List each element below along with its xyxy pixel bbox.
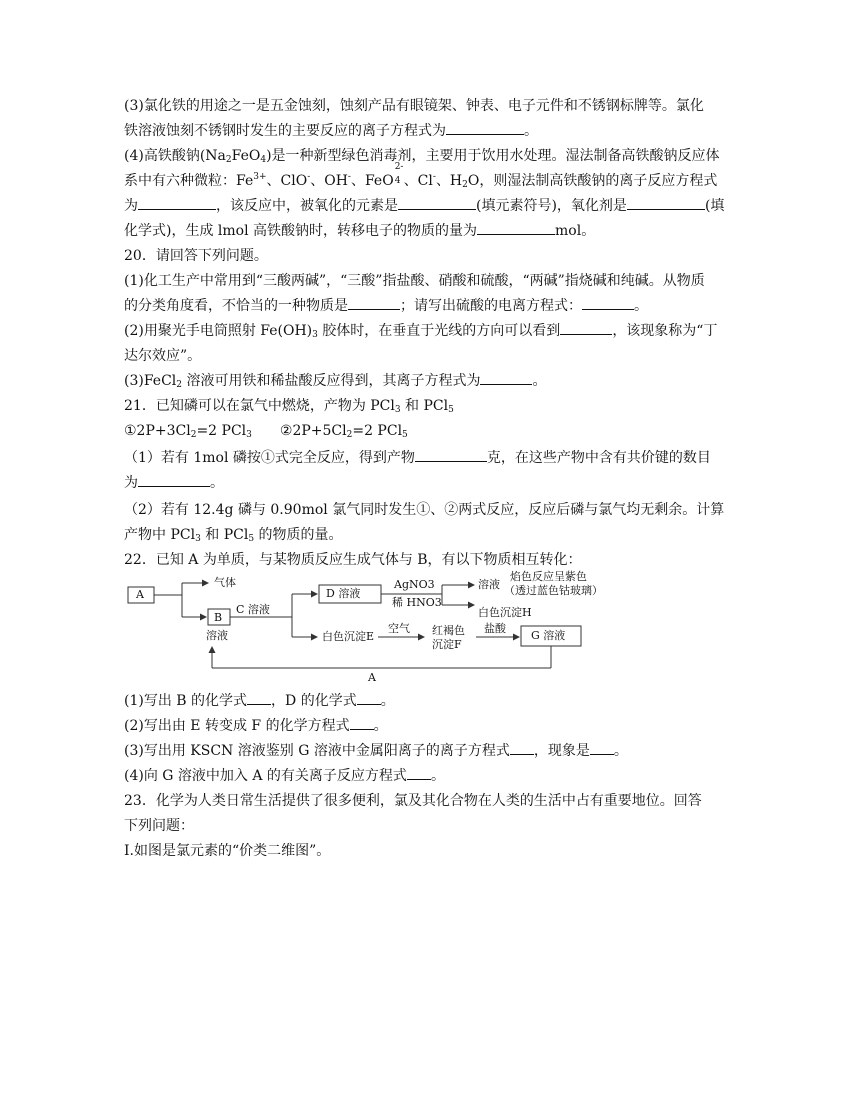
answer-blank[interactable]: [350, 715, 374, 730]
q19-part3-line2: 铁溶液蚀刻不锈钢时发生的主要反应的离子方程式为 。: [124, 119, 740, 144]
answer-blank[interactable]: [446, 120, 524, 135]
label-solution: 溶液: [478, 578, 500, 591]
label-b-solution: 溶液: [206, 629, 228, 642]
label-c-solution: C 溶液: [236, 603, 270, 616]
q20-part3: (3)FeCl$_2$ 溶液可用铁和稀盐酸反应得到，其离子方程式为 。: [124, 369, 740, 394]
answer-blank[interactable]: [627, 195, 705, 210]
q22-part2: (2)写出由 E 转变成 F 的化学方程式 。: [124, 714, 740, 739]
q23-part1-intro: Ⅰ.如图是氯元素的“价类二维图”。: [124, 843, 331, 859]
q20-part2-line2: 达尔效应”。: [124, 348, 202, 364]
answer-blank[interactable]: [247, 690, 271, 705]
answer-blank[interactable]: [477, 220, 555, 235]
q21-heading: 21．已知磷可以在氯气中燃烧，产物为 PCl$_3$ 和 PCl$_5$: [124, 398, 454, 415]
label-b: B: [214, 611, 223, 624]
label-cobalt-glass: （透过蓝色钴玻璃）: [504, 584, 603, 597]
label-white-precipitate-h: 白色沉淀H: [478, 606, 532, 619]
answer-blank[interactable]: [398, 195, 476, 210]
label-flame-test: 焰色反应呈紫色: [510, 570, 587, 583]
label-dilute-hno3: 稀 HNO3: [392, 596, 442, 609]
label-hydrochloric-acid: 盐酸: [484, 622, 506, 635]
label-a-return: A: [368, 671, 376, 684]
answer-blank[interactable]: [590, 740, 614, 755]
q19-part4-line3: 为 ，该反应中，被氧化的元素是 (填元素符号)，氧化剂是 (填: [124, 194, 740, 219]
answer-blank[interactable]: [138, 195, 216, 210]
q19-part4-line4: 化学式)，生成 lmol 高铁酸钠时，转移电子的物质的量为 mol。: [124, 219, 740, 244]
answer-blank[interactable]: [415, 447, 487, 462]
conversion-flowchart: [124, 570, 740, 687]
label-g-solution: G 溶液: [531, 629, 566, 642]
answer-blank[interactable]: [582, 295, 634, 310]
label-red-brown: 红褐色: [432, 624, 465, 637]
q23-heading-line1: 23．化学为人类日常生活提供了很多便利，氯及其化合物在人类的生活中占有重要地位。回答: [124, 793, 702, 809]
answer-blank[interactable]: [407, 765, 431, 780]
q20-part2-line1: (2)用聚光手电筒照射 $Fe(OH)_3$ 胶体时，在垂直于光线的方向可以看到 ，该现象称为“丁: [124, 319, 740, 344]
q21-equations: $①2P+3Cl_2=2$ PCl$_3$ $②2P+5Cl_2=2$ PCl$_5$: [124, 423, 408, 440]
q21-part2-line1: （2）若有 12.4g 磷与 0.90mol 氯气同时发生①、②两式反应，反应后磷与氯气均无剩余。计算: [124, 502, 725, 518]
q21-part1-line1: （1）若有 1mol 磷按①式完全反应，得到产物 克，在这些产物中含有共价键的数目: [124, 446, 740, 471]
q19-part4-line1: (4)高铁酸钠$(Na_2FeO_4)$是一种新型绿色消毒剂，主要用于饮用水处理。湿法制备高铁酸钠反应体: [124, 148, 720, 165]
page-content: [124, 94, 740, 864]
answer-blank[interactable]: [510, 740, 534, 755]
answer-blank[interactable]: [560, 320, 612, 335]
q21-part1-line2: 为 。: [124, 471, 740, 496]
q19-part3-line1: (3)氯化铁的用途之一是五金蚀刻，蚀刻产品有眼镜架、钟表、电子元件和不锈钢标牌等。氯化: [124, 98, 704, 114]
q19-part4-line2: 系中有六种微粒：$Fe^{3+}$、ClO-、OH-、FeO 2- 4 、Cl-、$H_2O$，则湿法制高铁酸钠的离子反应方程式: [124, 162, 718, 190]
q22-part1: (1)写出 B 的化学式 ，D 的化学式 。: [124, 689, 740, 714]
q22-part4: (4)向 G 溶液中加入 A 的有关离子反应方程式 。: [124, 764, 740, 789]
q20-part1-line2: 的分类角度看，不恰当的一种物质是 ；请写出硫酸的电离方程式： 。: [124, 294, 740, 319]
label-agno3: AgNO3: [394, 578, 435, 591]
q22-part3: (3)写出用 KSCN 溶液鉴别 G 溶液中金属阳离子的离子方程式 ，现象是 。: [124, 739, 740, 764]
q22-heading: 22．已知 A 为单质，与某物质反应生成气体与 B，有以下物质相互转化：: [124, 552, 582, 568]
label-a: A: [136, 588, 144, 601]
label-gas: 气体: [214, 576, 236, 589]
q23-heading-line2: 下列问题：: [124, 818, 194, 834]
answer-blank[interactable]: [480, 370, 532, 385]
answer-blank[interactable]: [348, 295, 400, 310]
label-d-solution: D 溶液: [326, 587, 361, 600]
q20-part1-line1: (1)化工生产中常用到“三酸两碱”，“三酸”指盐酸、硝酸和硫酸，“两碱”指烧碱和纯碱。从物质: [124, 273, 705, 289]
q20-heading: 20．请回答下列问题。: [124, 248, 268, 264]
label-air: 空气: [388, 622, 410, 635]
label-white-precipitate-e: 白色沉淀E: [322, 630, 375, 643]
answer-blank[interactable]: [357, 690, 381, 705]
label-precipitate-f: 沉淀F: [432, 638, 462, 651]
q21-part2-line2: 产物中 PCl$_3$ 和 PCl$_5$ 的物质的量。: [124, 527, 343, 544]
answer-blank[interactable]: [138, 472, 210, 487]
